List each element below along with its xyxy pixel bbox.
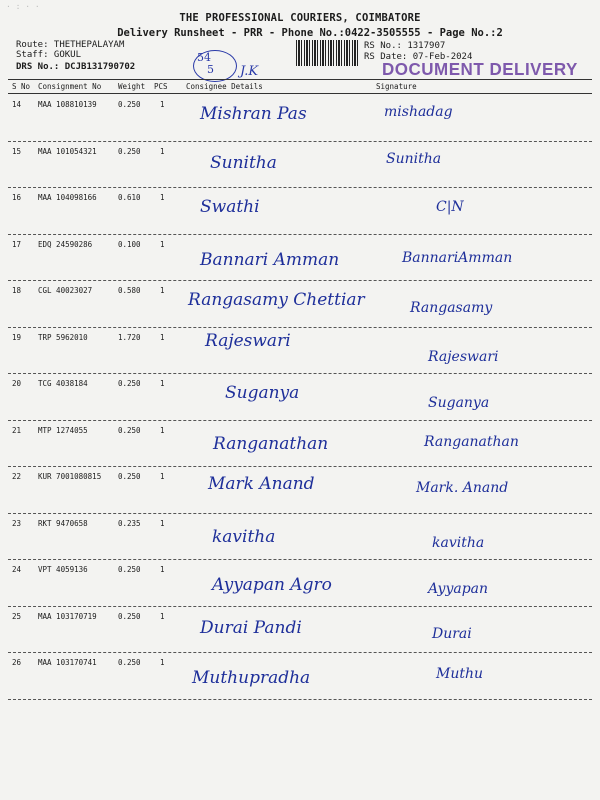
row-signature: mishadag — [384, 104, 453, 120]
row-consignee-handwritten: Bannari Amman — [200, 249, 340, 270]
row-weight: 0.250 — [118, 658, 141, 667]
row-weight: 0.250 — [118, 379, 141, 388]
row-divider — [8, 234, 592, 235]
row-divider — [8, 606, 592, 607]
drs-number: DRS No.: DCJB131790702 — [16, 62, 136, 72]
row-sno: 23 — [12, 518, 22, 528]
row-signature: Durai — [432, 625, 472, 642]
row-sno: 21 — [12, 425, 22, 435]
row-consignee-handwritten: Sunitha — [210, 152, 277, 173]
row-weight: 0.250 — [118, 611, 141, 621]
handwritten-count-top: 54 — [197, 51, 211, 64]
row-divider — [8, 513, 592, 514]
row-consignment-no: EDQ 24590286 — [38, 239, 93, 249]
row-consignment-no: MTP 1274055 — [38, 425, 88, 435]
document-delivery-stamp: DOCUMENT DELIVERY — [382, 59, 578, 80]
scan-specks: · : · · — [6, 2, 40, 11]
col-pcs: PCS — [154, 82, 168, 91]
row-signature: Rajeswari — [428, 348, 499, 365]
row-consignee-handwritten: Durai Pandi — [200, 617, 302, 638]
staff-label: Staff: GOKUL — [16, 50, 82, 60]
row-consignee-handwritten: Mark Anand — [208, 474, 315, 494]
row-signature: BannariAmman — [402, 249, 513, 266]
row-pcs: 1 — [160, 611, 165, 621]
row-sno: 14 — [12, 100, 22, 109]
row-pcs: 1 — [160, 332, 165, 342]
row-consignee-handwritten: Swathi — [200, 197, 260, 217]
row-sno: 20 — [12, 379, 22, 388]
row-divider — [8, 466, 592, 467]
row-pcs: 1 — [160, 286, 165, 295]
row-sno: 15 — [12, 146, 22, 156]
row-sno: 22 — [12, 472, 22, 481]
row-consignee-handwritten: Rajeswari — [205, 330, 291, 351]
company-title: THE PROFESSIONAL COURIERS, COIMBATORE — [179, 12, 421, 24]
row-signature: Ayyapan — [428, 581, 489, 597]
row-pcs: 1 — [160, 100, 165, 109]
barcode — [296, 40, 360, 66]
row-signature: Ranganathan — [424, 433, 519, 450]
row-consignment-no: TRP 5962010 — [38, 332, 88, 342]
row-pcs: 1 — [160, 565, 165, 574]
row-signature: Mark. Anand — [416, 480, 509, 496]
row-consignee-handwritten: Ayyapan Agro — [212, 575, 332, 595]
row-consignment-no: TCG 4038184 — [38, 379, 88, 388]
col-consignee: Consignee Details — [186, 82, 263, 91]
row-signature: C|N — [436, 199, 464, 215]
rs-date: RS Date: 07-Feb-2024 — [364, 52, 473, 62]
row-weight: 0.580 — [118, 286, 141, 295]
col-weight: Weight — [118, 82, 146, 91]
row-consignee-handwritten: Muthupradha — [192, 668, 311, 688]
row-pcs: 1 — [160, 425, 165, 435]
row-divider — [8, 327, 592, 328]
route-label: Route: THETHEPALAYAM — [16, 40, 125, 50]
row-pcs: 1 — [160, 379, 165, 388]
row-divider — [8, 280, 592, 281]
row-consignee-handwritten: Rangasamy Chettiar — [188, 290, 365, 310]
row-divider — [8, 187, 592, 188]
row-consignment-no: VPT 4059136 — [38, 565, 88, 574]
row-weight: 0.250 — [118, 425, 141, 435]
row-consignee-handwritten: Ranganathan — [213, 433, 329, 454]
row-consignment-no: MAA 103170719 — [38, 611, 97, 621]
row-weight: 0.250 — [118, 472, 141, 481]
row-pcs: 1 — [160, 239, 165, 249]
row-weight: 0.610 — [118, 193, 141, 202]
handwritten-count — [197, 52, 214, 76]
row-signature: Suganya — [428, 395, 490, 411]
header-rule-top — [8, 79, 592, 80]
row-divider — [8, 652, 592, 653]
row-signature: kavitha — [432, 534, 485, 551]
row-pcs: 1 — [160, 146, 165, 156]
row-consignment-no: RKT 9470658 — [38, 518, 88, 528]
row-sno: 19 — [12, 332, 22, 342]
row-sno: 24 — [12, 565, 22, 574]
row-consignee-handwritten: Suganya — [225, 383, 300, 403]
row-pcs: 1 — [160, 472, 165, 481]
row-sno: 17 — [12, 239, 22, 249]
row-consignment-no: MAA 103170741 — [38, 658, 97, 667]
col-sno: S No — [12, 82, 31, 91]
row-consignee-handwritten: Mishran Pas — [200, 104, 307, 124]
row-consignment-no: MAA 104098166 — [38, 193, 97, 202]
row-pcs: 1 — [160, 518, 165, 528]
row-divider — [8, 420, 592, 421]
row-divider — [8, 373, 592, 374]
row-weight: 0.250 — [118, 100, 141, 109]
row-consignment-no: CGL 40023027 — [38, 286, 93, 295]
row-sno: 25 — [12, 611, 22, 621]
row-divider — [8, 559, 592, 560]
rs-number: RS No.: 1317907 — [364, 41, 446, 51]
row-weight: 1.720 — [118, 332, 141, 342]
row-weight: 0.250 — [118, 565, 141, 574]
header-rule-bottom — [8, 93, 592, 94]
runsheet-subtitle: Delivery Runsheet - PRR - Phone No.:0422-3505555 - Page No.:2 — [117, 27, 503, 39]
row-consignment-no: KUR 7001080815 — [38, 472, 102, 481]
row-consignment-no: MAA 108810139 — [38, 100, 97, 109]
col-consignment: Consignment No — [38, 82, 102, 91]
row-consignee-handwritten: kavitha — [212, 526, 276, 547]
row-divider — [8, 699, 592, 700]
row-signature: Muthu — [436, 666, 484, 682]
row-pcs: 1 — [160, 658, 165, 667]
row-weight: 0.250 — [118, 146, 141, 156]
col-signature: Signature — [376, 82, 417, 91]
row-weight: 0.100 — [118, 239, 141, 249]
row-signature: Sunitha — [386, 150, 442, 167]
row-sno: 16 — [12, 193, 22, 202]
handwritten-initials: J.K — [240, 64, 259, 79]
row-weight: 0.235 — [118, 518, 141, 528]
row-sno: 26 — [12, 658, 22, 667]
handwritten-count-bottom: 5 — [207, 63, 214, 76]
row-sno: 18 — [12, 286, 22, 295]
row-divider — [8, 141, 592, 142]
row-consignment-no: MAA 101054321 — [38, 146, 97, 156]
row-signature: Rangasamy — [410, 300, 493, 316]
row-pcs: 1 — [160, 193, 165, 202]
